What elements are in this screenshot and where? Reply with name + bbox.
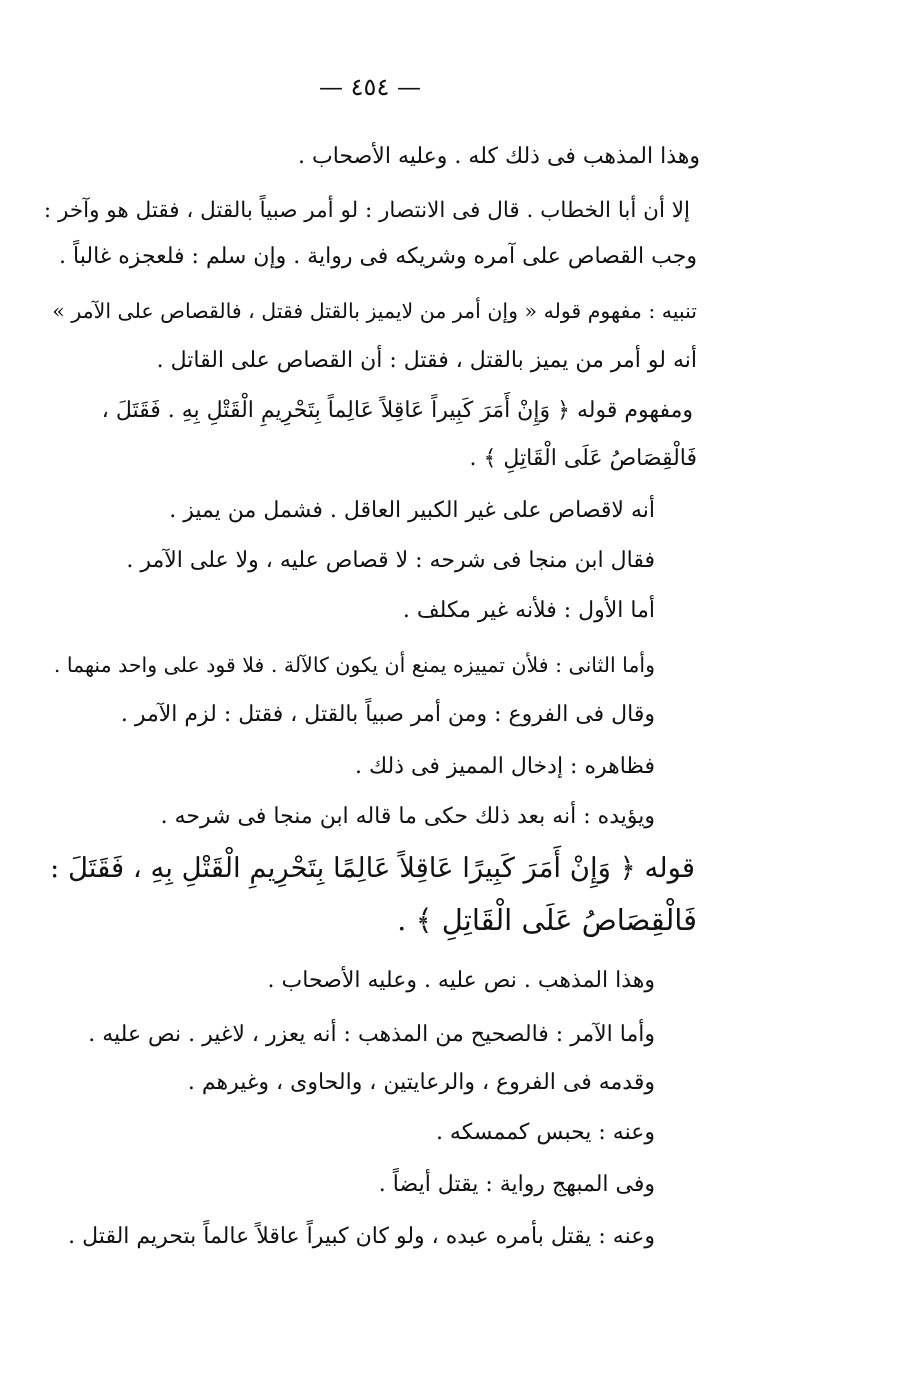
text-line-5: أنه لو أمر من يميز بالقتل ، فقتل : أن القصاص على القاتل .	[156, 348, 697, 373]
text-line-19: وقدمه فى الفروع ، والرعايتين ، والحاوى ، وغيرهم .	[187, 1070, 655, 1095]
text-line-8: أنه لاقصاص على غير الكبير العاقل . فشمل من يميز .	[169, 498, 655, 523]
text-line-6-quote: ومفهوم قوله ﴿ وَإِنْ أَمَرَ كَبِيراً عَاقِلاً عَالِماً بِتَحْرِيمِ الْقَتْلِ بِهِ . فَقَتَلَ ،	[101, 398, 693, 423]
text-line-3: وجب القصاص على آمره وشريكه فى رواية . وإن سلم : فلعجزه غالباً .	[59, 244, 697, 269]
page-number: — ٤٥٤ —	[319, 73, 421, 101]
text-line-9: فقال ابن منجا فى شرحه : لا قصاص عليه ، ولا على الآمر .	[126, 548, 655, 573]
text-line-10: أما الأول : فلأنه غير مكلف .	[402, 598, 655, 623]
text-line-2: إلا أن أبا الخطاب . قال فى الانتصار : لو أمر صبياً بالقتل ، فقتل هو وآخر :	[43, 198, 690, 223]
text-line-4-tanbih: تنبيه : مفهوم قوله « وإن أمر من لايميز بالقتل فقتل ، فالقصاص على الآمر »	[52, 299, 697, 323]
text-line-7-quote: فَالْقِصَاصُ عَلَى الْقَاتِلِ ﴾ .	[469, 446, 697, 471]
text-line-1: وهذا المذهب فى ذلك كله . وعليه الأصحاب .	[298, 144, 700, 169]
text-line-12: وقال فى الفروع : ومن أمر صبياً بالقتل ، فقتل : لزم الآمر .	[120, 702, 655, 727]
text-line-11: وأما الثانى : فلأن تمييزه يمنع أن يكون كالآلة . فلا قود على واحد منهما .	[53, 653, 655, 677]
text-line-17: وهذا المذهب . نص عليه . وعليه الأصحاب .	[267, 968, 655, 993]
text-line-13: فظاهره : إدخال المميز فى ذلك .	[354, 754, 655, 779]
text-line-18: وأما الآمر : فالصحيح من المذهب : أنه يعزر ، لاغير . نص عليه .	[88, 1022, 655, 1047]
text-line-20: وعنه : يحبس كممسكه .	[435, 1120, 655, 1145]
text-line-14: ويؤيده : أنه بعد ذلك حكى ما قاله ابن منجا فى شرحه .	[160, 804, 655, 829]
text-line-16-heading-quote: فَالْقِصَاصُ عَلَى الْقَاتِلِ ﴾ .	[397, 903, 697, 937]
text-line-15-heading-quote: قوله ﴿ وَإِنْ أَمَرَ كَبِيرًا عَاقِلاً عَالِمًا بِتَحْرِيمِ الْقَتْلِ بِهِ ، فَقَتَلَ :	[49, 852, 695, 884]
text-line-22: وعنه : يقتل بأمره عبده ، ولو كان كبيراً عاقلاً عالماً بتحريم القتل .	[68, 1224, 655, 1249]
text-line-21: وفى المبهج رواية : يقتل أيضاً .	[378, 1172, 655, 1197]
